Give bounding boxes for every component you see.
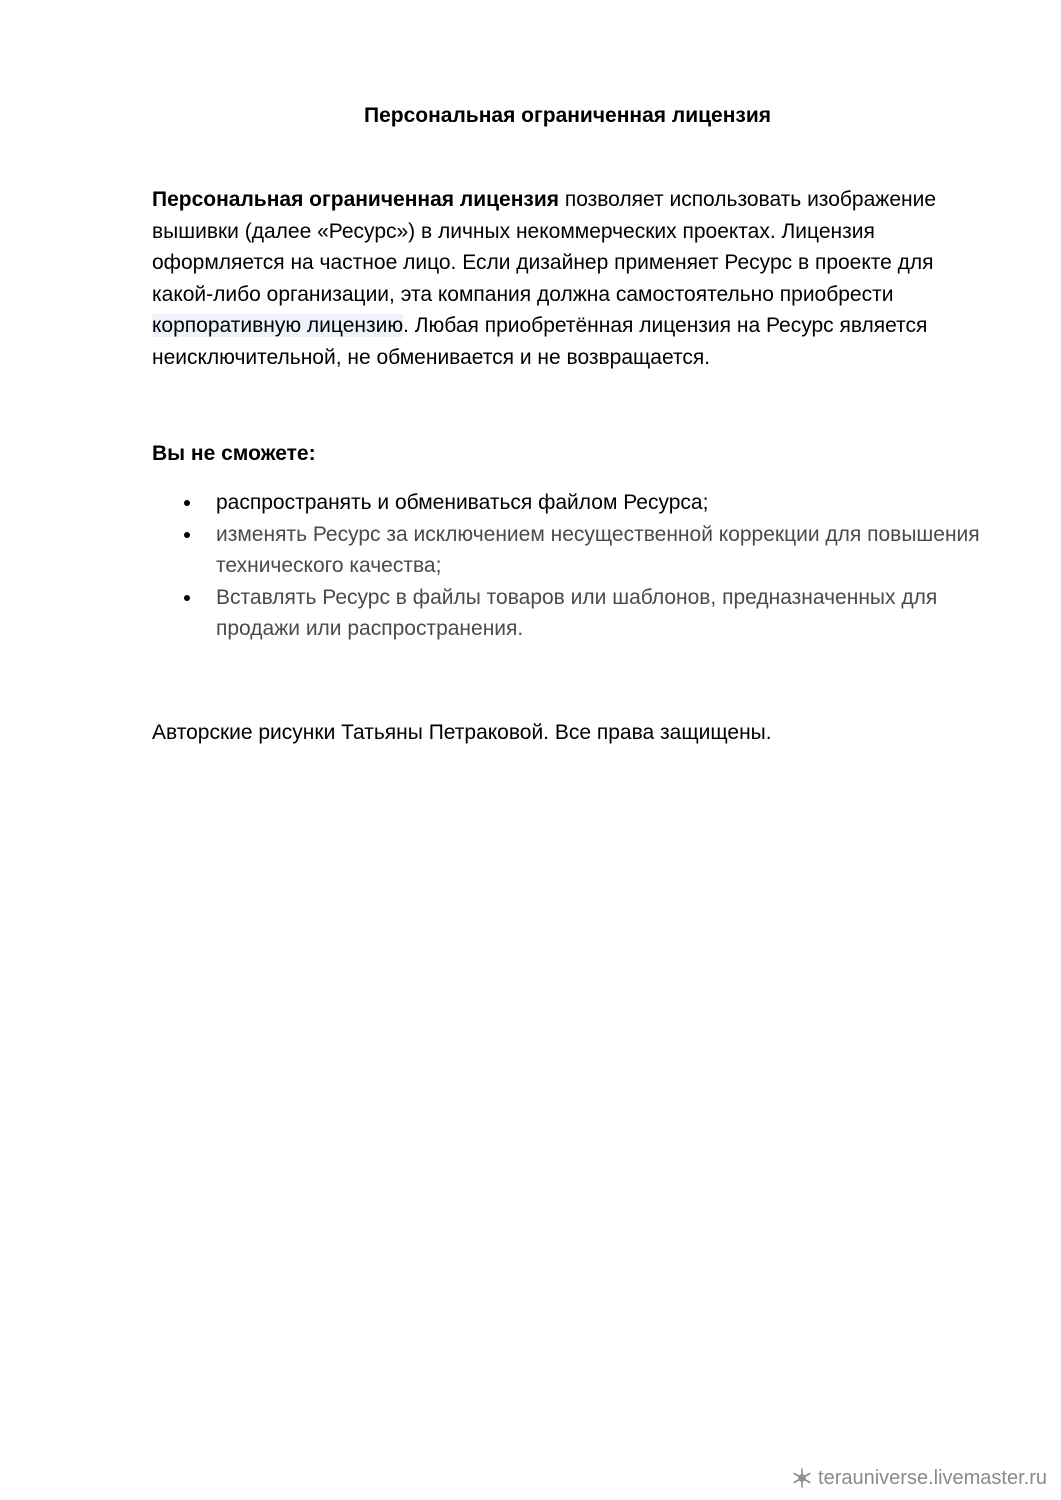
restrictions-list [152,487,982,645]
restrictions-heading: Вы не сможете: [152,442,316,465]
intro-text: позволяет использовать изображение вышивки (далее «Ресурс») в личных некоммерческих проектах. Лицензия оформляется на частное лицо. Если дизайнер применяет Ресурс в проекте для какой-либо организации, эта компания должна самостоятельно приобрести [152,188,936,306]
watermark [791,1466,1047,1490]
page-title: Персональная ограниченная лицензия [364,104,771,127]
list-item: изменять Ресурс за исключением несущественной коррекции для повышения технического качества; [152,519,982,582]
snowflake-icon [791,1467,813,1489]
watermark-text: terauniverse.livemaster.ru [818,1467,1047,1489]
list-item: распространять и обмениваться файлом Ресурса; [152,487,982,519]
copyright-notice: Авторские рисунки Татьяны Петраковой. Все права защищены. [152,721,772,744]
intro-paragraph [152,184,982,373]
list-item: Вставлять Ресурс в файлы товаров или шаблонов, предназначенных для продажи или распространения. [152,582,982,645]
intro-lead: Персональная ограниченная лицензия [152,188,559,211]
intro-text-end: . Любая приобретённая лицензия на Ресурс является неисключительной, не обменивается и не возвращается. [152,314,928,369]
corporate-license-link[interactable]: корпоративную лицензию [152,314,404,337]
